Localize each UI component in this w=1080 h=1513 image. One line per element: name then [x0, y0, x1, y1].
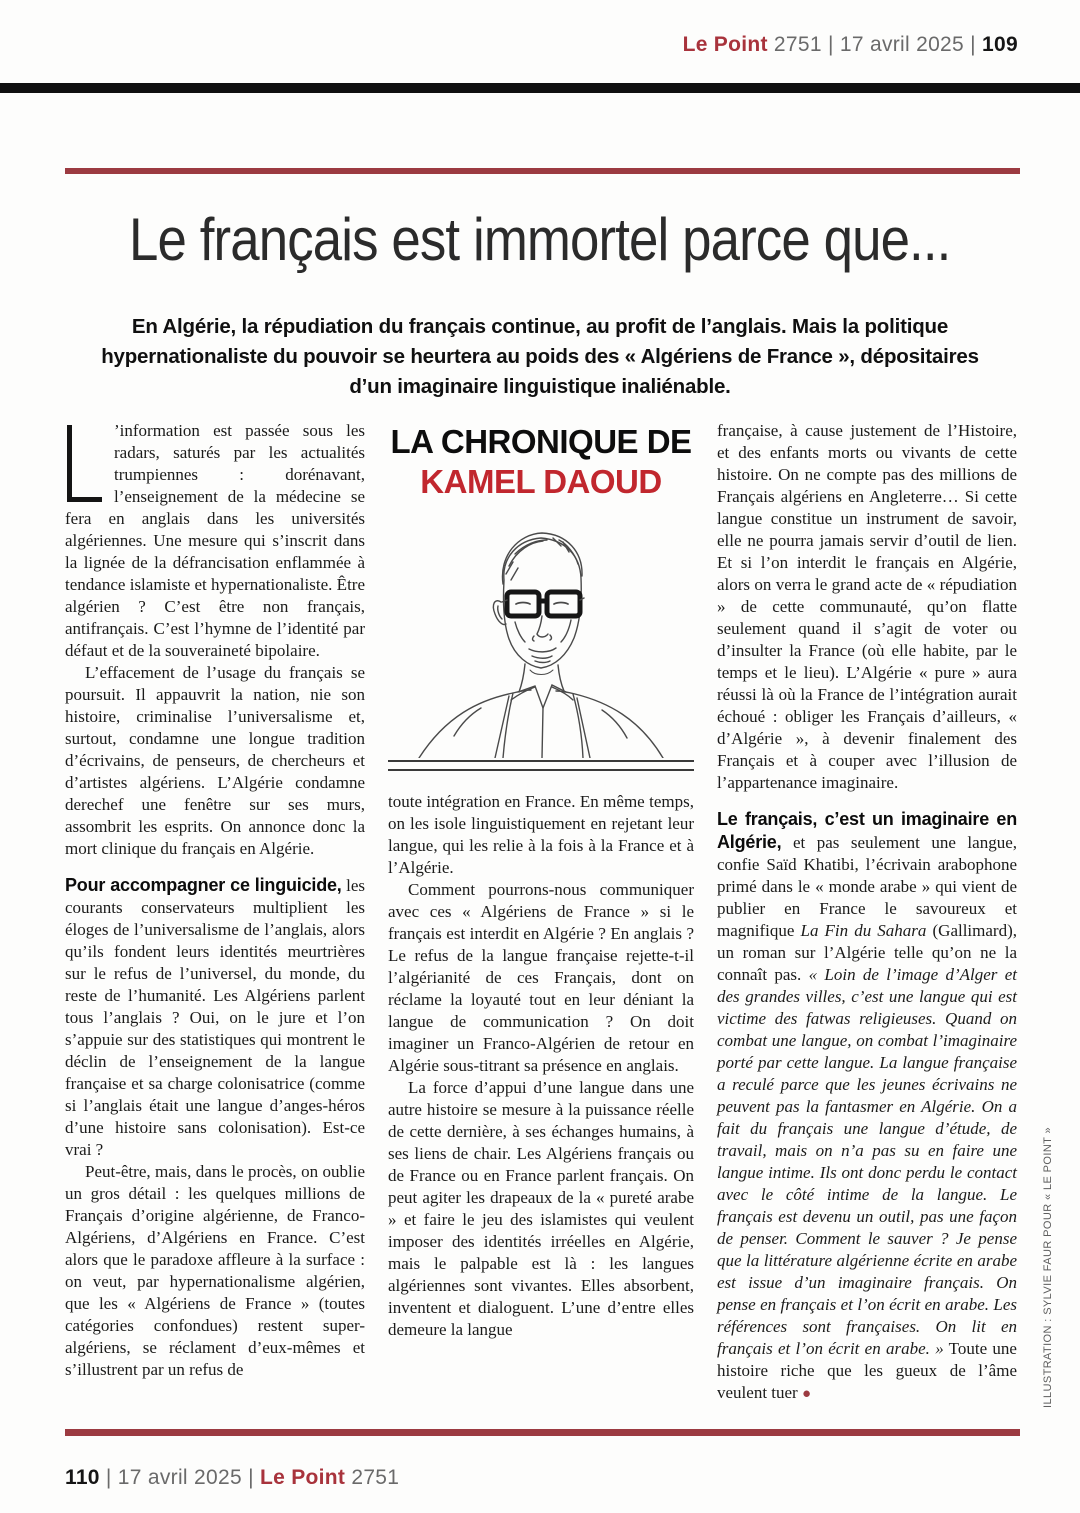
footer-issue: 2751 — [345, 1466, 400, 1489]
article-paragraph: La force d’appui d’une langue dans une autre histoire se mesure à la puissance réelle de cette dernière, à ses échanges humains, à ses liens de chair. Les Algériens français ou de France ou en France parlent français. On peut agiter les drapeaux de la « pureté arabe » et faire le jeu des islamistes qui veulent imposer des identités irréelles en Algérie, mais le palpable est là : les langues algériennes sont vivantes. Elles absorbent, inventent et dialoguent. L’une d’entre elles demeure la langue — [388, 1078, 694, 1339]
header-issue-date: 2751 | 17 avril 2025 | — [767, 33, 983, 56]
top-red-rule — [65, 168, 1020, 174]
illustration-base-rule — [388, 760, 694, 771]
brand-name: Le Point — [682, 33, 768, 56]
column-right — [717, 420, 1017, 1405]
column-center — [388, 420, 694, 1405]
illustration-credit: ILLUSTRATION : SYLVIE FAUR POUR « LE POINT » — [1042, 1126, 1054, 1408]
article-paragraph: Peut-être, mais, dans le procès, on oublie un gros détail : les quelques millions de Français d’origine algérienne, de Franco-Algériens, d’Algériens en France. C’est alors que le paradoxe affleure à la surface : on veut, par hypernationalisme algérien, que les « Algériens de France » (toutes catégories confondues) restent super-algériens, se réclament d’eux-mêmes et s’illustrent par un refus de — [65, 1162, 365, 1379]
column-left — [65, 420, 365, 1405]
chronique-kicker — [388, 422, 694, 502]
header-page-number: 109 — [982, 33, 1018, 56]
article-paragraph: toute intégration en France. En même temps, on les isole linguistiquement en rejetant leur langue, qui les relie à la fois à la France et à l’Algérie. — [388, 792, 694, 877]
article-paragraph: Comment pourrons-nous communiquer avec ces « Algériens de France » si le français est interdit en Algérie ? En anglais ? Le refus de la langue française rejette-t-il l’algérianité de ces Français, dont on réclame la loyauté tout en leur déniant la langue de communication ? On doit imaginer un Franco-Algérien de retour en Algérie sous-titrant sa présence en anglais. — [388, 880, 694, 1075]
article-paragraph: L’effacement de l’usage du français se poursuit. Il appauvrit la nation, nie son histoire, criminalise l’universalisme et, surtout, condamne une longue tradition d’écrivains, de penseurs, de chercheurs et d’artistes algériens. L’Algérie condamne derechef une fenêtre sur ses murs, assombrit les esprits. On annonce donc la mort clinique du français en Algérie. — [65, 663, 365, 858]
article-paragraph: ’information est passée sous les radars, saturés par les actualités trumpiennes : dorénavant, l’enseignement de la médecine se fera en anglais dans les universités algériennes. Une mesure qui s’inscrit dans la lignée de la défrancisation enflammée à tendance islamiste et hypernationaliste. Être algérien ? C’est être non français, antifrançais. C’est l’hymne de l’identité par défaut et de la souveraineté bipolaire. — [65, 421, 365, 660]
footer-date: | 17 avril 2025 | — [99, 1466, 260, 1489]
article-paragraph: Pour accompagner ce linguicide, les courants conservateurs multiplient les éloges de l’universalisme de l’anglais, alors qu’ils fondent leurs identités meurtrières sur le refus de l’universel, du monde, du reste de l’humanité. Les Algériens parlent tous l’anglais ? Oui, on le jure et l’on s’appuie sur des statistiques qui montrent le déclin de l’enseignement de la langue française et sa charge colonisatrice (comme si l’anglais était une langue d’anges-héros d’une histoire sans colonisation). Est-ce vrai ? — [65, 875, 365, 1159]
portrait-illustration — [391, 510, 691, 758]
footer-page-number: 110 — [65, 1466, 100, 1489]
bottom-red-rule — [65, 1429, 1020, 1436]
dropcap-letter — [67, 425, 102, 502]
chronique-author: KAMEL DAOUD — [420, 463, 662, 500]
top-black-rule — [0, 83, 1080, 93]
kicker-line: LA CHRONIQUE DE — [390, 423, 692, 460]
footer-brand: Le Point — [259, 1466, 346, 1489]
article-paragraph: française, à cause justement de l’Histoire, et des enfants morts ou vivants de cette histoire. On ne compte pas des millions de Français algériens en Angleterre… Si cette langue constitue un instrument de savoir, elle ne pourra jamais servir d’outil de lien. Et si l’on interdit le français en Algérie, alors on verra le grand acte de « répudiation » de cette communauté, qu’on flatte seulement quand il s’agit de voter ou d’insulter la France (où elle habite, par le temps et le lieu). L’Algérie « pure » aura réussi là où la France de l’intégration aurait échoué : obliger les Français d’ailleurs, « d’Algérie », à devenir finalement des Français et à couper avec l’illusion de l’appartenance imaginaire. — [717, 421, 1017, 792]
article-title: Le français est immortel parce que... — [129, 206, 951, 273]
article-body — [65, 420, 1017, 1405]
page-footer — [65, 1466, 399, 1490]
column-center-text — [388, 791, 694, 1341]
article-standfirst: En Algérie, la répudiation du français continue, au profit de l’anglais. Mais la politique hypernationaliste du pouvoir se heurtera au poids des « Algériens de France », dépositaires d’un imaginaire linguistique inaliénable. — [101, 315, 979, 398]
page-header — [683, 33, 1018, 57]
article-paragraph: Le français, c’est un imaginaire en Algérie, et pas seulement une langue, confie Saïd Khatibi, l’écrivain arabophone primé dans le « monde arabe » qui vient de publier en France le savoureux et magnifique La Fin du Sahara (Gallimard), un roman sur l’Algérie telle qu’on ne la connaît pas. « Loin de l’image d’Alger et des grandes villes, c’est une langue qui est victime des fatwas religieuses. Quand on combat une langue, on combat l’imaginaire porté par cette langue. La langue française a reculé parce que les jeunes écrivains ne peuvent pas la fantasmer en Algérie. On a fait du français une langue d’étude, de travail, mais on n’a pas su en faire une langue intime. Ils ont donc perdu le contact avec le côté intime de la langue. Le français est devenu un outil, pas une façon de penser. Comment le sauver ? Je pense que la littérature algérienne écrite en arabe est issue d’un imaginaire français. On pense en français et l’on écrit en arabe. Les références sont françaises. On lit en français et l’on écrit en arabe. » Toute une histoire riche que les gueux de l’âme veulent tuer ● — [717, 809, 1017, 1402]
